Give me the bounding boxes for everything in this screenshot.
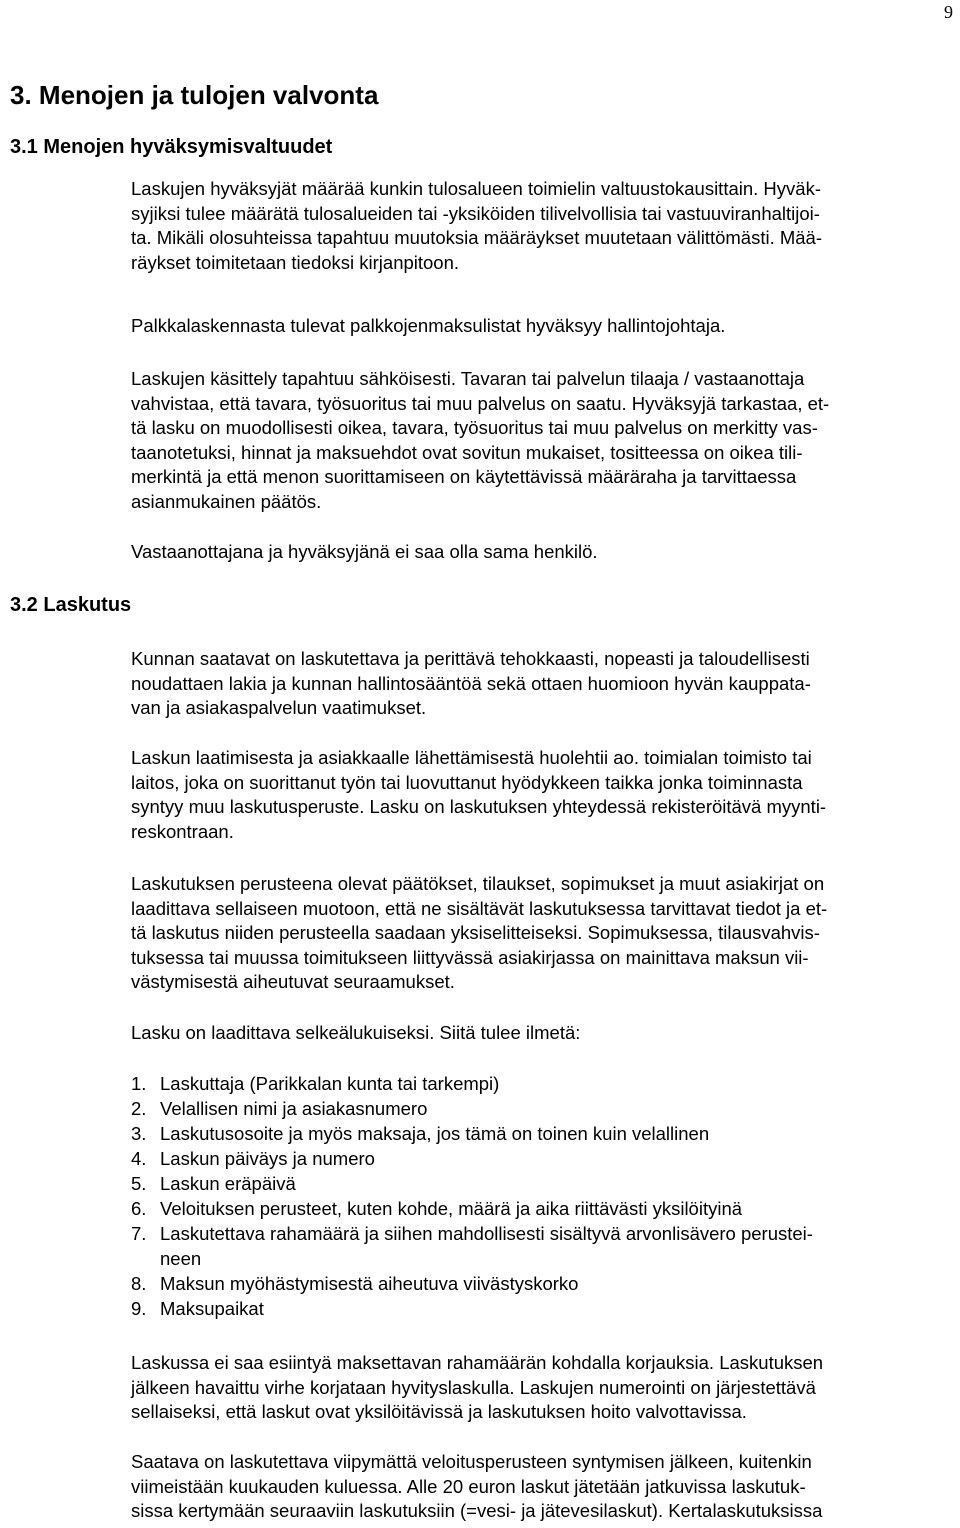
list-item-number: 6. — [131, 1198, 147, 1219]
paragraph-invoice-processing — [131, 367, 953, 514]
text-line: Laskujen hyväksyjät määrää kunkin tulosalueen toimielin valtuustokausittain. Hyväk- — [131, 178, 821, 199]
subsection-title-invoicing: 3.2 Laskutus — [10, 594, 132, 616]
list-item-text: Veloituksen perusteet, kuten kohde, määrä ja aika riittävästi yksilöityinä — [160, 1198, 743, 1219]
text-line: laitos, joka on suorittanut työn tai luovuttanut hyödykkeen taikka jonka toiminnasta — [131, 771, 803, 793]
paragraph-receivables — [131, 647, 953, 721]
list-item-number: 8. — [131, 1273, 147, 1294]
list-item-number: 7. — [131, 1223, 147, 1244]
paragraph-separation-of-duties — [131, 540, 953, 565]
text-line: Laskutuksen perusteena olevat päätökset, tilaukset, sopimukset ja muut asiakirjat on — [131, 873, 825, 894]
text-line: vahvistaa, että tavara, työsuoritus tai muu palvelus on saatu. Hyväksyjä tarkastaa, et- — [131, 392, 830, 414]
text-line: Laskun laatimisesta ja asiakkaalle lähettämisestä huolehtii ao. toimialan toimisto tai — [131, 747, 812, 768]
list-item-number: 2. — [131, 1098, 147, 1119]
paragraph-approvers — [131, 177, 953, 275]
text-line: Palkkalaskennasta tulevat palkkojenmaksulistat hyväksyy hallintojohtaja. — [131, 315, 726, 336]
text-line: merkintä ja että menon suorittamiseen on käytettävissä määräraha ja tarvittaessa — [131, 466, 797, 487]
list-item-number: 1. — [131, 1073, 147, 1094]
list-item — [131, 1096, 953, 1121]
list-item — [131, 1121, 953, 1146]
text-line: van ja asiakaspalvelun vaatimukset. — [131, 697, 427, 718]
subsection-title-approval: 3.1 Menojen hyväksymisvaltuudet — [10, 136, 333, 158]
list-item — [131, 1171, 953, 1196]
list-item-text: Maksupaikat — [160, 1298, 264, 1319]
text-line: Lasku on laadittava selkeälukuiseksi. Siitä tulee ilmetä: — [131, 1022, 581, 1043]
invoice-contents-list — [131, 1071, 953, 1321]
text-line: Vastaanottajana ja hyväksyjänä ei saa olla sama henkilö. — [131, 541, 598, 562]
paragraph-corrections — [131, 1351, 953, 1425]
list-item-text: Laskutusosoite ja myös maksaja, jos tämä on toinen kuin velallinen — [160, 1123, 710, 1144]
text-line: noudattaen lakia ja kunnan hallintosääntöä sekä ottaen huomioon hyvän kauppata- — [131, 672, 811, 694]
text-line: taanotetuksi, hinnat ja maksuehdot ovat sovitun mukaiset, tositteessa on oikea tili- — [131, 441, 803, 463]
list-item-number: 5. — [131, 1173, 147, 1194]
section-title: 3. Menojen ja tulojen valvonta — [10, 80, 379, 110]
list-item-number: 3. — [131, 1123, 147, 1144]
text-line: tä lasku on muodollisesti oikea, tavara, työsuoritus tai muu palvelus on merkitty vas- — [131, 417, 818, 438]
list-item-text: Velallisen nimi ja asiakasnumero — [160, 1098, 428, 1119]
list-item-number: 4. — [131, 1148, 147, 1169]
text-line: västymisestä aiheutuvat seuraamukset. — [131, 971, 455, 992]
text-line: sissa kertymään seuraaviin laskutuksiin (=vesi- ja jätevesilaskut). Kertalaskutuksissa — [131, 1500, 823, 1521]
text-line: asianmukainen päätös. — [131, 490, 322, 512]
list-item-text: Laskuttaja (Parikkalan kunta tai tarkempi) — [160, 1073, 500, 1094]
text-line: jälkeen havaittu virhe korjataan hyvityslaskulla. Laskujen numerointi on järjestettävä — [131, 1376, 816, 1398]
paragraph-invoice-basis — [131, 872, 953, 995]
list-item — [131, 1196, 953, 1221]
text-line: tuksessa tai muussa toimitukseen liittyvässä asiakirjassa on mainittava maksun vii- — [131, 946, 809, 968]
list-item-text: Laskun päiväys ja numero — [160, 1148, 375, 1169]
list-item-text: Maksun myöhästymisestä aiheutuva viivästyskorko — [160, 1273, 579, 1294]
page-number: 9 — [944, 2, 953, 22]
list-item — [131, 1146, 953, 1171]
list-item-text: Laskun eräpäivä — [160, 1173, 296, 1194]
text-line: tä laskutus niiden perusteella saadaan yksiselitteiseksi. Sopimuksessa, tilausvahvis- — [131, 922, 820, 943]
text-line: syjiksi tulee määrätä tulosalueiden tai -yksiköiden tilivelvollisia tai vastuuviranhaltijoi- — [131, 202, 820, 224]
text-line: ta. Mikäli olosuhteissa tapahtuu muutoksia määräykset muutetaan välittömästi. Mää- — [131, 227, 822, 248]
text-line: Kunnan saatavat on laskutettava ja perittävä tehokkaasti, nopeasti ja taloudellisesti — [131, 648, 810, 669]
text-line: sellaiseksi, että laskut ovat yksilöitävissä ja laskutuksen hoito valvottavissa. — [131, 1401, 747, 1422]
text-line: syntyy muu laskutusperuste. Lasku on laskutuksen yhteydessä rekisteröitävä myynti- — [131, 796, 827, 817]
list-item — [131, 1221, 953, 1271]
paragraph-invoice-requirements — [131, 1021, 953, 1046]
list-item-number: 9. — [131, 1298, 147, 1319]
text-line: räykset toimitetaan tiedoksi kirjanpitoon. — [131, 251, 460, 273]
paragraph-payroll — [131, 314, 953, 339]
list-item — [131, 1071, 953, 1096]
list-item — [131, 1296, 953, 1321]
text-line: viimeistään kuukauden kuluessa. Alle 20 euron laskut jätetään jatkuvissa laskutuk- — [131, 1475, 806, 1497]
text-line: reskontraan. — [131, 820, 234, 842]
paragraph-invoice-preparation — [131, 746, 953, 844]
list-item — [131, 1271, 953, 1296]
text-line: Saatava on laskutettava viipymättä veloitusperusteen syntymisen jälkeen, kuitenkin — [131, 1451, 812, 1472]
paragraph-invoicing-timing — [131, 1450, 953, 1524]
list-item-text: Laskutettava rahamäärä ja siihen mahdollisesti sisältyvä arvonlisävero perustei- — [160, 1223, 813, 1244]
text-line: Laskussa ei saa esiintyä maksettavan rahamäärän kohdalla korjauksia. Laskutuksen — [131, 1352, 824, 1373]
text-line: Laskujen käsittely tapahtuu sähköisesti. Tavaran tai palvelun tilaaja / vastaanottaja — [131, 368, 805, 389]
text-line: laadittava sellaiseen muotoon, että ne sisältävät laskutuksessa tarvittavat tiedot ja et- — [131, 897, 828, 919]
list-item-text: neen — [160, 1248, 202, 1269]
